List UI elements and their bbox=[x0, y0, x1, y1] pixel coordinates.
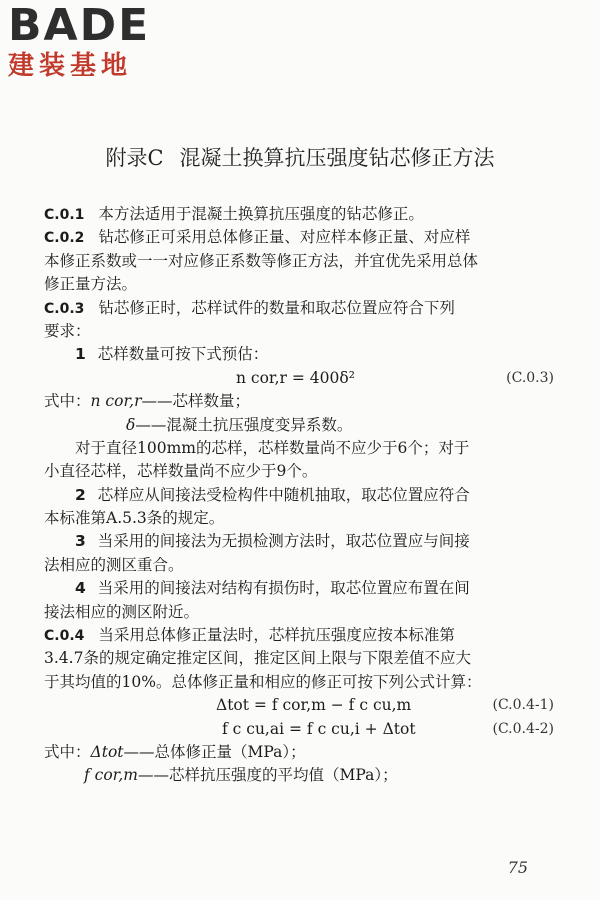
page-number: 75 bbox=[507, 858, 528, 877]
symbol-definition: ——总体修正量（MPa）； bbox=[123, 742, 306, 761]
clause-c03 bbox=[44, 297, 554, 320]
list-item-4 bbox=[44, 577, 554, 600]
formula: Δtot = f cor,m − f c cu,m bbox=[216, 696, 412, 715]
item-text: 当采用的间接法对结构有损伤时，取芯位置应布置在间 bbox=[97, 579, 470, 598]
text-line: 接法相应的测区附近。 bbox=[44, 602, 200, 621]
text-line: 法相应的测区重合。 bbox=[44, 555, 184, 574]
where-label: 式中： bbox=[44, 742, 91, 761]
item-text: 芯样数量可按下式预估： bbox=[97, 345, 269, 364]
symbol: δ bbox=[126, 415, 136, 434]
text-line: 3.4.7条的规定确定推定区间，推定区间上限与下限差值不应大 bbox=[44, 649, 471, 668]
clause-text: 钻芯修正时，芯样试件的数量和取芯位置应符合下列 bbox=[98, 298, 455, 317]
clause-text: 当采用总体修正量法时，芯样抗压强度应按本标准第 bbox=[98, 626, 455, 645]
text-line: 本标准第A.5.3条的规定。 bbox=[44, 509, 225, 528]
symbol-definition: ——芯样抗压强度的平均值（MPa）； bbox=[138, 766, 398, 785]
symbol: Δtot bbox=[90, 742, 124, 761]
where-line bbox=[44, 741, 554, 764]
clause-text: 钻芯修正可采用总体修正量、对应样本修正量、对应样 bbox=[98, 228, 471, 247]
clause-c01 bbox=[44, 203, 554, 226]
text-line: 于其均值的10%。总体修正量和相应的修正可按下列公式计算： bbox=[44, 672, 482, 691]
list-item-3 bbox=[44, 530, 554, 553]
symbol-definition: ——混凝土抗压强度变异系数。 bbox=[135, 415, 353, 434]
list-item-2 bbox=[44, 484, 554, 507]
text-line: 小直径芯样，芯样数量尚不应少于9个。 bbox=[44, 462, 318, 481]
equation-c04-1 bbox=[44, 694, 554, 717]
equation-c04-2 bbox=[44, 718, 554, 741]
item-number: 3 bbox=[75, 532, 86, 551]
clause-text: 本方法适用于混凝土换算抗压强度的钻芯修正。 bbox=[98, 205, 424, 223]
equation-ref: (C.0.4-1) bbox=[492, 697, 554, 714]
formula: f c cu,ai = f c cu,i + Δtot bbox=[222, 719, 416, 738]
symbol: f cor,m bbox=[84, 766, 139, 785]
page-title bbox=[0, 142, 600, 172]
appendix-title: 混凝土换算抗压强度钻芯修正方法 bbox=[179, 146, 495, 170]
symbol: n cor,r bbox=[90, 392, 142, 411]
clause-number: C.0.4 bbox=[44, 628, 85, 645]
document-body bbox=[44, 203, 554, 788]
symbol-definition: ——芯样数量； bbox=[141, 392, 250, 411]
equation-c03 bbox=[44, 367, 554, 390]
list-item-1 bbox=[44, 343, 554, 366]
where-line bbox=[44, 764, 554, 787]
clause-number: C.0.1 bbox=[44, 207, 85, 223]
where-line bbox=[44, 414, 554, 437]
item-text: 当采用的间接法为无损检测方法时，取芯位置应与间接 bbox=[97, 532, 470, 551]
item-number: 1 bbox=[75, 345, 86, 364]
clause-c04 bbox=[44, 624, 554, 647]
appendix-number: 附录C bbox=[105, 146, 164, 170]
text-line: 本修正系数或一一对应修正系数等修正方法，并宜优先采用总体 bbox=[44, 251, 479, 270]
logo bbox=[8, 0, 151, 81]
clause-number: C.0.2 bbox=[44, 230, 85, 247]
item-text: 芯样应从间接法受检构件中随机抽取，取芯位置应符合 bbox=[97, 485, 470, 504]
text-line: 修正量方法。 bbox=[44, 275, 138, 294]
formula: n cor,r = 400δ² bbox=[236, 368, 355, 387]
equation-ref: (C.0.4-2) bbox=[492, 720, 554, 737]
clause-c02 bbox=[44, 226, 554, 249]
equation-ref: (C.0.3) bbox=[506, 369, 554, 386]
logo-mark: BADE bbox=[8, 0, 151, 51]
item-number: 2 bbox=[75, 485, 86, 504]
logo-subtitle: 建装基地 bbox=[8, 51, 133, 81]
text-line: 要求： bbox=[44, 321, 91, 340]
clause-number: C.0.3 bbox=[44, 300, 85, 317]
text-line: 对于直径100mm的芯样，芯样数量尚不应少于6个；对于 bbox=[75, 438, 470, 457]
item-number: 4 bbox=[75, 579, 86, 598]
where-label: 式中： bbox=[44, 392, 91, 411]
where-line bbox=[44, 390, 554, 413]
